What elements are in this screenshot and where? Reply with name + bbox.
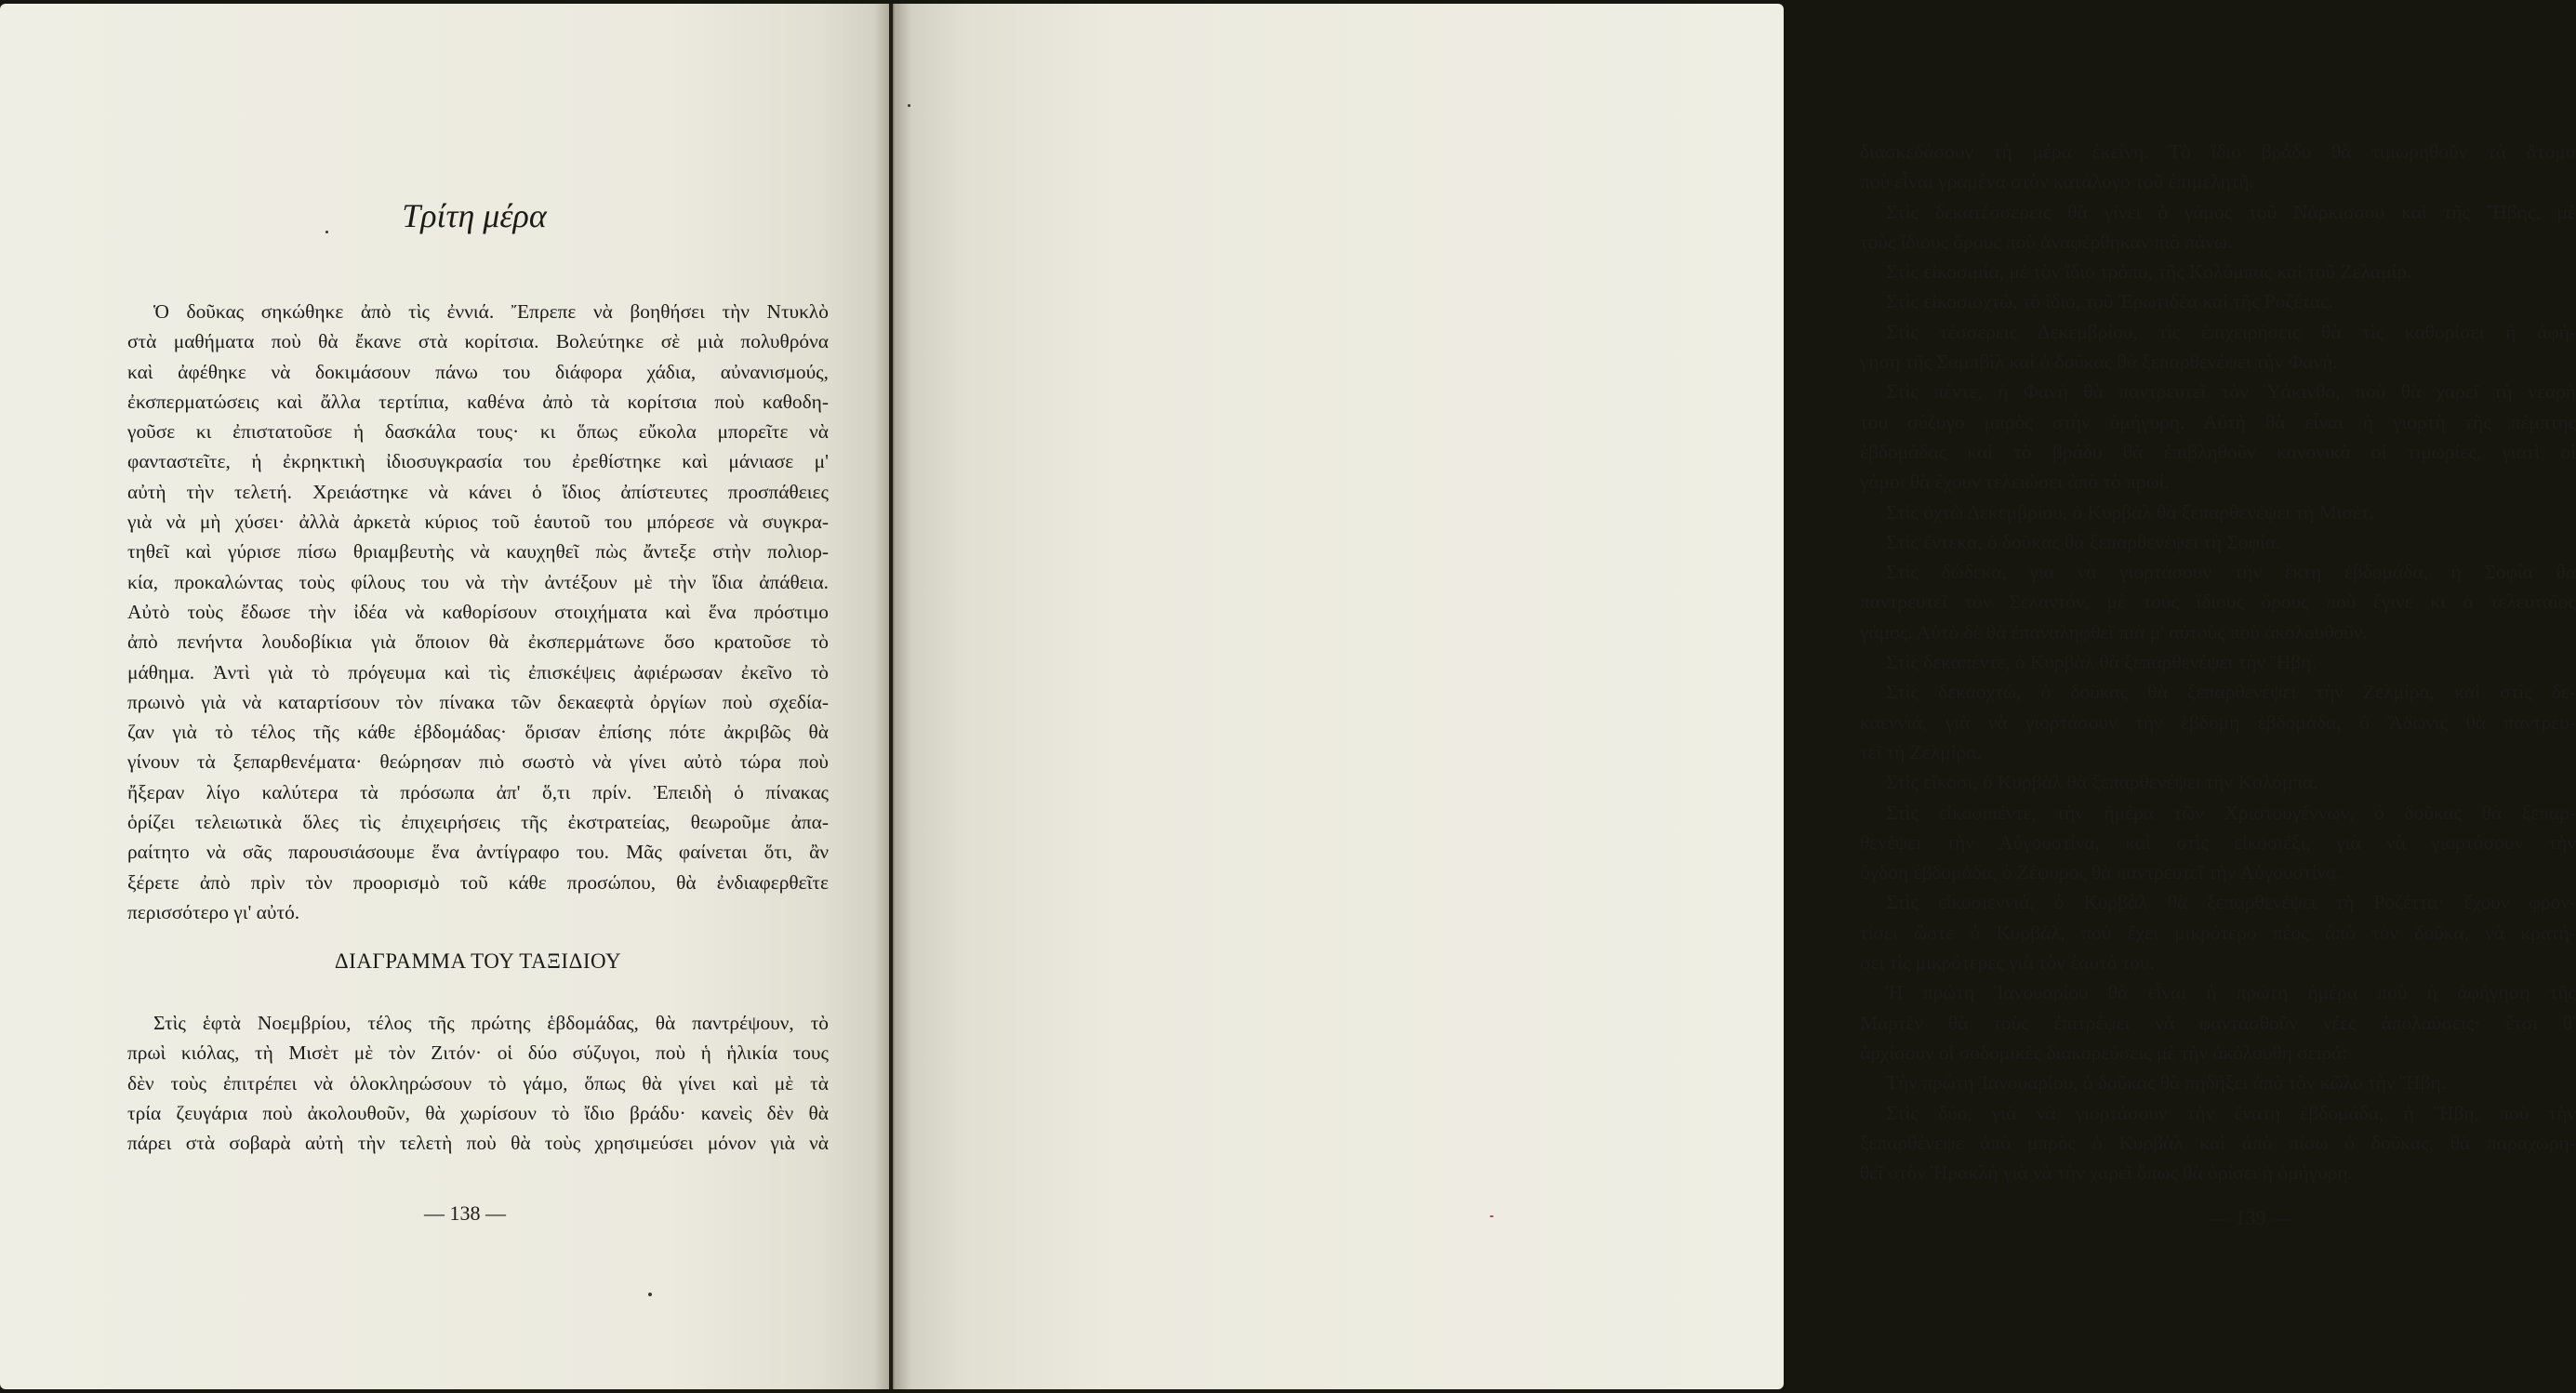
text-line: τοὺς ἴδιους ὅρους ποὺ ἀναφέρθηκαν πιὸ πάνω. xyxy=(1860,230,2233,253)
text-line: σει τὶς μικρότερες γιὰ τὸν ἑαυτό του. xyxy=(1860,951,2155,975)
text-line: καεννιά, γιὰ νὰ γιορτάσουν τὴν ἑβδομη ἑβδομάδα, ὁ Ἄδωνις θὰ παντρευ- xyxy=(1860,710,2576,734)
text-line: γίνουν τὰ ξεπαρθενέματα· θεώρησαν πιὸ σωστὸ νὰ γίνει αὐτὸ τώρα ποὺ xyxy=(127,750,829,774)
text-line: θενέψει τὴν Αὐγουστίνα, καὶ στὶς εἰκοσιέξι, γιὰ νὰ γιορτάσουν τὴν xyxy=(1860,830,2576,854)
text-line: Αὐτὸ τοὺς ἔδωσε τὴν ἰδέα νὰ καθορίσουν στοιχήματα καὶ ἕνα πρόστιμο xyxy=(127,600,829,623)
paragraph xyxy=(1860,1068,2576,1097)
text-line: ποὺ εἶναι γραμένα στὸν κατάλογο τοῦ ἐπιμελητῆ. xyxy=(1860,170,2254,193)
text-line: στὰ μαθήματα ποὺ θὰ ἔκανε στὰ κορίτσια. Βολεύτηκε σὲ μιὰ πολυθρόνα xyxy=(127,330,829,353)
right-page xyxy=(893,4,2576,1389)
text-line: τηθεῖ καὶ γύρισε πίσω θριαμβευτὴς νὰ καυχηθεῖ πὼς ἄντεξε στὴν πολιορ- xyxy=(127,540,829,564)
paragraph xyxy=(1860,317,2576,378)
text-line: Στὶς εἰκοσιοχτώ, τὸ ἴδιο, τοῦ Ἐρωτιδέα καὶ τῆς Ροζέτας. xyxy=(1886,290,2333,313)
text-line: τεῖ τὴ Ζελμίρα. xyxy=(1860,740,1982,763)
text-line: ραίτητο νὰ σᾶς παρουσιάσουμε ἕνα ἀντίγραφο του. Μᾶς φαίνεται ὅτι, ἂν xyxy=(127,841,829,864)
text-line: του σύζυγο μπρὸς στὴν ὁμήγυρη. Αὐτὴ θὰ εἶναι ἡ γιορτὴ τῆς πέμπτης xyxy=(1860,410,2576,433)
paragraph xyxy=(1860,677,2576,767)
book-gutter xyxy=(874,4,911,1389)
text-line: Ὁ δοῦκας σηκώθηκε ἀπὸ τὶς ἐννιά. Ἔπρεπε νὰ βοηθήσει τὴν Ντυκλὸ xyxy=(153,300,829,323)
text-line: μάθημα. Ἀντὶ γιὰ τὸ πρόγευμα καὶ τὶς ἐπισκέψεις ἀφιέρωσαν ἐκεῖνο τὸ xyxy=(127,660,829,683)
paragraph xyxy=(1860,197,2576,258)
left-paragraph-1 xyxy=(127,297,829,927)
paragraph xyxy=(1860,257,2576,286)
paragraph xyxy=(1860,377,2576,497)
text-line: τρία ζευγάρια ποὺ ἀκολουθοῦν, θὰ χωρίσουν τὸ ἴδιο βράδυ· κανεὶς δὲν θὰ xyxy=(127,1101,829,1124)
paper-speck xyxy=(908,104,910,107)
text-line: Στὶς ἔντεκα, ὁ δοῦκας θὰ ξεπαρθενέψει τὴ Σοφία. xyxy=(1886,530,2281,553)
chapter-title: Τρίτη μέρα xyxy=(402,197,547,234)
text-line: Στὶς δώδεκα, γιὰ νὰ γιορτάσουν τὴν ἕκτη ἑβδομάδα, ἡ Σοφία θὰ xyxy=(1886,561,2576,584)
text-line: Στὶς εἴκοσι, ὁ Κυρβὰλ θὰ ξεπαρθενέψει τὴν Κολόμπα. xyxy=(1886,771,2318,794)
text-line: ἀρχίσουν οἱ σοδομικὲς διακορεύσεις μὲ τὴν ἀκόλουθη σειρά: xyxy=(1860,1041,2348,1064)
right-page-text xyxy=(1860,137,2576,1187)
text-line: γοῦσε κι ἐπιστατοῦσε ἡ δασκάλα τους· κι ὅπως εὔκολα μπορεῖτε νὰ xyxy=(127,420,829,444)
text-line: Τὴν πρώτη Ἰανουαρίου, ὁ δοῦκας θὰ πηδήξει ἀπὸ τὸν κῶλο τὴν Ἥβη. xyxy=(1886,1071,2447,1094)
text-line: Στὶς ἑφτὰ Νοεμβρίου, τέλος τῆς πρώτης ἑβδομάδας, θὰ παντρέψουν, τὸ xyxy=(153,1012,829,1034)
text-line: Στὶς δεκαπέντε, ὁ Κυρβὰλ θὰ ξεπαρθενέψει τὴν Ἥβη. xyxy=(1886,651,2317,674)
text-line: θεῖ στὸν Ἡρακλὴ γιὰ νὰ τὴν χαρεῖ ὅπως θὰ ὁρίσει ἡ ὁμήγυρη. xyxy=(1860,1161,2353,1185)
text-line: ἤξεραν λίγο καλύτερα τὰ πρόσωπα ἀπ' ὅ,τι πρίν. Ἐπειδὴ ὁ πίνακας xyxy=(127,780,829,803)
text-line: περισσότερο γι' αὐτό. xyxy=(127,900,300,923)
text-line: τίσει ὥστε ὁ Κυρβάλ, ποὺ ἔχει μικρότερο πέος ἀπὸ τὸν δοῦκα, νὰ κρατή- xyxy=(1860,921,2576,944)
text-line: γάμοι θὰ ἔχουν τελειώσει ἀπὸ τὸ πρωί. xyxy=(1860,471,2170,494)
text-line: Στὶς δεκαοχτώ, ὁ δοῦκας θὰ ξεπαρθενέψει τὴν Ζελμίρα, καὶ στὶς δε- xyxy=(1886,681,2576,704)
text-line: Στὶς πέντε, ἡ Φανὴ θὰ παντρευτεῖ τὸν Ὑάκινθο, ποὺ θὰ χαρεῖ τὴ νεαρὴ xyxy=(1886,380,2576,404)
paragraph xyxy=(1860,767,2576,797)
text-line: Στὶς ὀχτὼ Δεκεμβρίου, ὁ Κυρβὰλ θὰ ξεπαρθενέψει τὴ Μισέτ. xyxy=(1886,500,2374,524)
text-line: γάμος. Αὐτὸ δὲ θὰ ἐπαναληφθεῖ πιὰ μ' αὐτοὺς ποὺ ἀκολουθοῦν. xyxy=(1860,620,2368,643)
paragraph xyxy=(1860,647,2576,677)
text-line: ὄγδοη ἑβδομάδα, ὁ Ζέφυρος θὰ παντρευτεῖ τὴν Αὐγουστίνα. xyxy=(1860,861,2342,884)
paragraph xyxy=(1860,798,2576,888)
paper-speck xyxy=(1490,1215,1494,1217)
text-line: Στὶς εἰκοσιπέντε, τὴν ἡμέρα τῶν Χριστουγέννων, ὁ δοῦκας θὰ ξεπαρ- xyxy=(1886,801,2576,824)
text-line: πάρει στὰ σοβαρὰ αὐτὴ τὴν τελετὴ ποὺ θὰ τοὺς χρησιμεύσει μόνον γιὰ νὰ xyxy=(127,1132,829,1155)
text-line: Μαρτὲν θὰ τοὺς ἐπιτρέψει νὰ φαντασθοῦν νέες ἀπολαύσεις· ἔτσι θ' xyxy=(1860,1011,2576,1034)
text-line: Στὶς τέσσερεις Δεκεμβρίου, τὶς ἐπιχειρήσεις θὰ τὶς καθορίσει ἡ ἀφή- xyxy=(1886,320,2576,343)
left-paragraph-2 xyxy=(127,1008,829,1158)
paragraph xyxy=(1860,977,2576,1068)
text-line: Στὶς δεκατέσσερεις θὰ γίνει ὁ γάμος τοῦ Νάρκισσου καὶ τῆς Ἥβης, μὲ xyxy=(1886,200,2576,223)
text-line: αὐτὴ τὴν τελετή. Χρειάστηκε νὰ κάνει ὁ ἴδιος ἀπίστευτες προσπάθειες xyxy=(127,480,829,503)
text-line: πρωὶ κιόλας, τὴ Μισὲτ μὲ τὸν Ζιτόν· οἱ δύο σύζυγοι, ποὺ ἡ ἡλικία τους xyxy=(127,1041,829,1065)
text-line: ἐκσπερματώσεις καὶ ἄλλα τερτίπια, καθένα ἀπὸ τὰ κορίτσια ποὺ καθοδη- xyxy=(127,390,829,413)
paper-speck xyxy=(648,1293,652,1296)
text-line: διασκεδάσουν τὴ μέρα ἐκείνη. Τὸ ἴδιο βράδυ θὰ τιμωρηθοῦν τὰ ἄτομα xyxy=(1860,140,2576,163)
paragraph xyxy=(1860,498,2576,527)
paragraph xyxy=(1860,557,2576,647)
text-line: πρωινὸ γιὰ νὰ καταρτίσουν τὸν πίνακα τῶν δεκαεφτὰ ὀργίων ποὺ σχεδία- xyxy=(127,690,829,713)
text-line: ζαν γιὰ τὸ τέλος τῆς κάθε ἑβδομάδας· ὅρισαν ἐπίσης πότε ἀκριβῶς θὰ xyxy=(127,721,829,744)
page-number-right: — 139 — xyxy=(2210,1206,2291,1229)
text-line: Στὶς εἰκοσιμία, μὲ τὸν ἴδιο τρόπο, τῆς Κολόμπας καὶ τοῦ Ζελαμίρ. xyxy=(1886,260,2412,284)
text-line: ἑβδομάδας καὶ τὸ βράδυ θὰ ἐπιβληθοῦν κανονικὰ οἱ τιμωρίες, γιατὶ οἱ xyxy=(1860,440,2576,463)
paragraph xyxy=(1860,286,2576,316)
page-number-left: — 138 — xyxy=(424,1201,506,1225)
text-line: Στὶς εἰκοσιεννιά, ὁ Κυρβὰλ θὰ ξεπαρθενέψει τὴ Ροζέττα· ἔχουν φρον- xyxy=(1886,891,2576,914)
text-line: δὲν τοὺς ἐπιτρέπει νὰ ὁλοκληρώσουν τὸ γάμο, ὅπως θὰ γίνει καὶ μὲ τὰ xyxy=(127,1071,829,1094)
text-line: φανταστεῖτε, ἡ ἐκρηκτικὴ ἰδιοσυγκρασία του ἐρεθίστηκε καὶ μάνιασε μ' xyxy=(127,450,829,473)
section-heading: ΔΙΑΓΡΑΜΜΑ ΤΟΥ ΤΑΞΙΔΙΟΥ xyxy=(334,949,622,973)
text-line: ξέρετε ἀπὸ πρὶν τὸν προορισμὸ τοῦ κάθε προσώπου, θὰ ἐνδιαφερθεῖτε xyxy=(127,870,829,894)
text-line: Ἡ πρώτη Ἰανουαρίου θὰ εἶναι ἡ πρώτη ἡμέρα ποὺ ἡ ἀφήγηση τῆς xyxy=(1886,981,2576,1004)
text-line: ἀπὸ πενήντα λουδοβίκια γιὰ ὅποιον θὰ ἐκσπερμάτωνε ὅσο κρατοῦσε τὸ xyxy=(127,630,829,654)
paragraph xyxy=(1860,527,2576,557)
paragraph xyxy=(1860,1098,2576,1188)
text-line: γιὰ νὰ μὴ χύσει· ἀλλὰ ἀρκετὰ κύριος τοῦ ἑαυτοῦ του μπόρεσε νὰ συγκρα- xyxy=(127,511,829,534)
text-line: γηση τῆς Σαμπβὶλ καὶ ὁ δοῦκας θὰ ξεπαρθενέψει τὴν Φανή. xyxy=(1860,351,2338,374)
text-line: παντρευτεῖ τὸν Σελαντόν, μὲ τοὺς ἴδιους ὅρους ποὺ ἔγινε κι ὁ τελευταῖος xyxy=(1860,590,2576,614)
text-line: Στὶς δύο, γιὰ νὰ γιορτάσουν τὴν ἔνατη ἑβδομάδα, ἡ Ἥβη, ποὺ τὴν xyxy=(1886,1101,2576,1124)
paragraph xyxy=(1860,887,2576,977)
paper-speck xyxy=(325,231,328,233)
left-page xyxy=(0,4,889,1389)
text-line: κία, προκαλώντας τοὺς φίλους του νὰ τὴν ἀντέξουν μὲ τὴν ἴδια ἀπάθεια. xyxy=(127,570,829,593)
paragraph xyxy=(1860,137,2576,197)
text-line: καὶ ἀφέθηκε νὰ δοκιμάσουν πάνω του διάφορα χάδια, αὐνανισμούς, xyxy=(127,360,829,383)
text-line: ὁρίζει τελειωτικὰ ὅλες τὶς ἐπιχειρήσεις τῆς ἐκστρατείας, θεωροῦμε ἀπα- xyxy=(127,811,829,834)
text-line: ξεπαρθένεψε ἀπὸ μπρὸς ὁ Κυρβὰλ καὶ ἀπὸ πίσω ὁ δοῦκας, θὰ παραχωρη- xyxy=(1860,1131,2576,1154)
